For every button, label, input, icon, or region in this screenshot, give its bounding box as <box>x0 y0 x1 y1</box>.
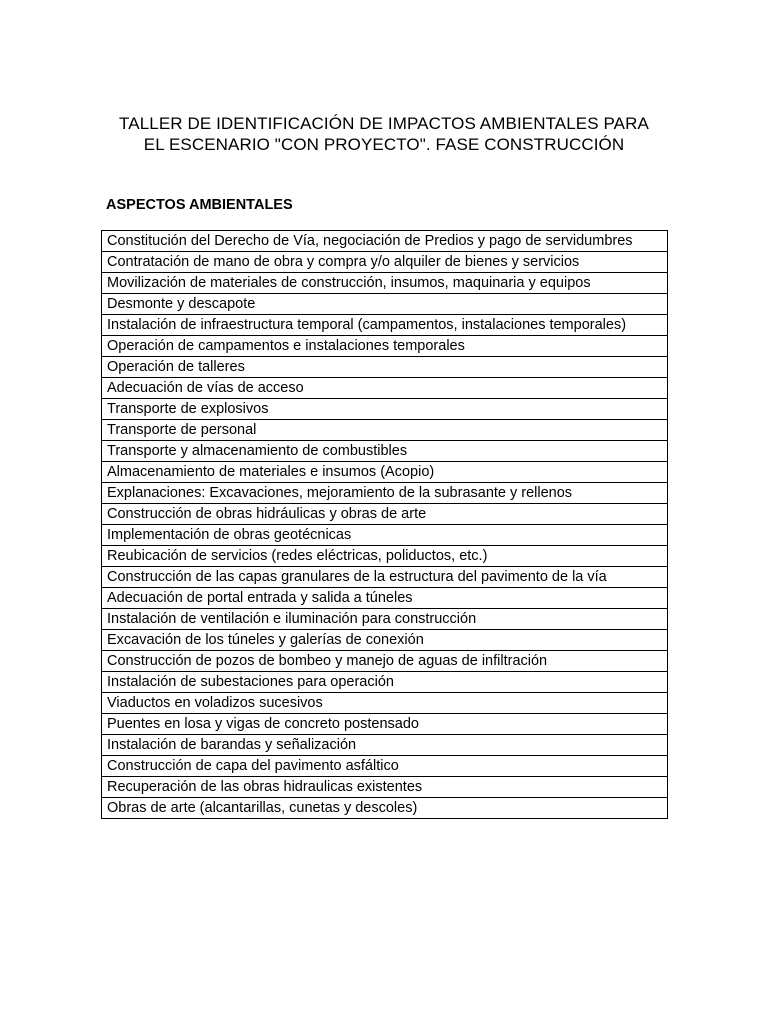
page-title <box>84 113 684 155</box>
page-title-line-1: TALLER DE IDENTIFICACIÓN DE IMPACTOS AMBIENTALES PARA <box>119 114 649 133</box>
table-cell: Constitución del Derecho de Vía, negociación de Predios y pago de servidumbres <box>102 231 668 252</box>
table-cell: Contratación de mano de obra y compra y/o alquiler de bienes y servicios <box>102 252 668 273</box>
table-cell: Recuperación de las obras hidraulicas existentes <box>102 777 668 798</box>
aspects-table <box>101 230 668 819</box>
table-cell: Instalación de barandas y señalización <box>102 735 668 756</box>
table-cell: Instalación de subestaciones para operación <box>102 672 668 693</box>
table-cell: Construcción de capa del pavimento asfáltico <box>102 756 668 777</box>
table-row <box>102 294 668 315</box>
table-row <box>102 714 668 735</box>
table-cell: Transporte de explosivos <box>102 399 668 420</box>
table-cell: Viaductos en voladizos sucesivos <box>102 693 668 714</box>
table-row <box>102 588 668 609</box>
table-cell: Almacenamiento de materiales e insumos (Acopio) <box>102 462 668 483</box>
table-row <box>102 546 668 567</box>
table-row <box>102 483 668 504</box>
table-row <box>102 336 668 357</box>
table-row <box>102 651 668 672</box>
table-cell: Excavación de los túneles y galerías de conexión <box>102 630 668 651</box>
table-cell: Transporte de personal <box>102 420 668 441</box>
table-cell: Transporte y almacenamiento de combustibles <box>102 441 668 462</box>
table-row <box>102 798 668 819</box>
table-row <box>102 252 668 273</box>
table-row <box>102 609 668 630</box>
table-row <box>102 735 668 756</box>
table-row <box>102 525 668 546</box>
table-cell: Instalación de ventilación e iluminación para construcción <box>102 609 668 630</box>
table-row <box>102 315 668 336</box>
table-cell: Implementación de obras geotécnicas <box>102 525 668 546</box>
table-cell: Adecuación de portal entrada y salida a túneles <box>102 588 668 609</box>
table-row <box>102 693 668 714</box>
table-cell: Construcción de obras hidráulicas y obras de arte <box>102 504 668 525</box>
table-cell: Instalación de infraestructura temporal (campamentos, instalaciones temporales) <box>102 315 668 336</box>
table-row <box>102 672 668 693</box>
table-row <box>102 630 668 651</box>
table-row <box>102 273 668 294</box>
table-cell: Construcción de pozos de bombeo y manejo de aguas de infiltración <box>102 651 668 672</box>
table-cell: Desmonte y descapote <box>102 294 668 315</box>
table-row <box>102 462 668 483</box>
table-row <box>102 231 668 252</box>
page-title-line-2: EL ESCENARIO "CON PROYECTO". FASE CONSTRUCCIÓN <box>143 135 625 154</box>
table-cell: Explanaciones: Excavaciones, mejoramiento de la subrasante y rellenos <box>102 483 668 504</box>
table-row <box>102 399 668 420</box>
table-cell: Reubicación de servicios (redes eléctricas, poliductos, etc.) <box>102 546 668 567</box>
table-row <box>102 777 668 798</box>
table-cell: Construcción de las capas granulares de la estructura del pavimento de la vía <box>102 567 668 588</box>
table-row <box>102 504 668 525</box>
table-row <box>102 420 668 441</box>
table-row <box>102 378 668 399</box>
section-heading: ASPECTOS AMBIENTALES <box>106 197 293 213</box>
table-cell: Operación de campamentos e instalaciones temporales <box>102 336 668 357</box>
table-cell: Adecuación de vías de acceso <box>102 378 668 399</box>
table-cell: Movilización de materiales de construcción, insumos, maquinaria y equipos <box>102 273 668 294</box>
table-cell: Obras de arte (alcantarillas, cunetas y descoles) <box>102 798 668 819</box>
table-row <box>102 441 668 462</box>
table-row <box>102 567 668 588</box>
table-row <box>102 756 668 777</box>
table-cell: Operación de talleres <box>102 357 668 378</box>
table-cell: Puentes en losa y vigas de concreto postensado <box>102 714 668 735</box>
table-row <box>102 357 668 378</box>
